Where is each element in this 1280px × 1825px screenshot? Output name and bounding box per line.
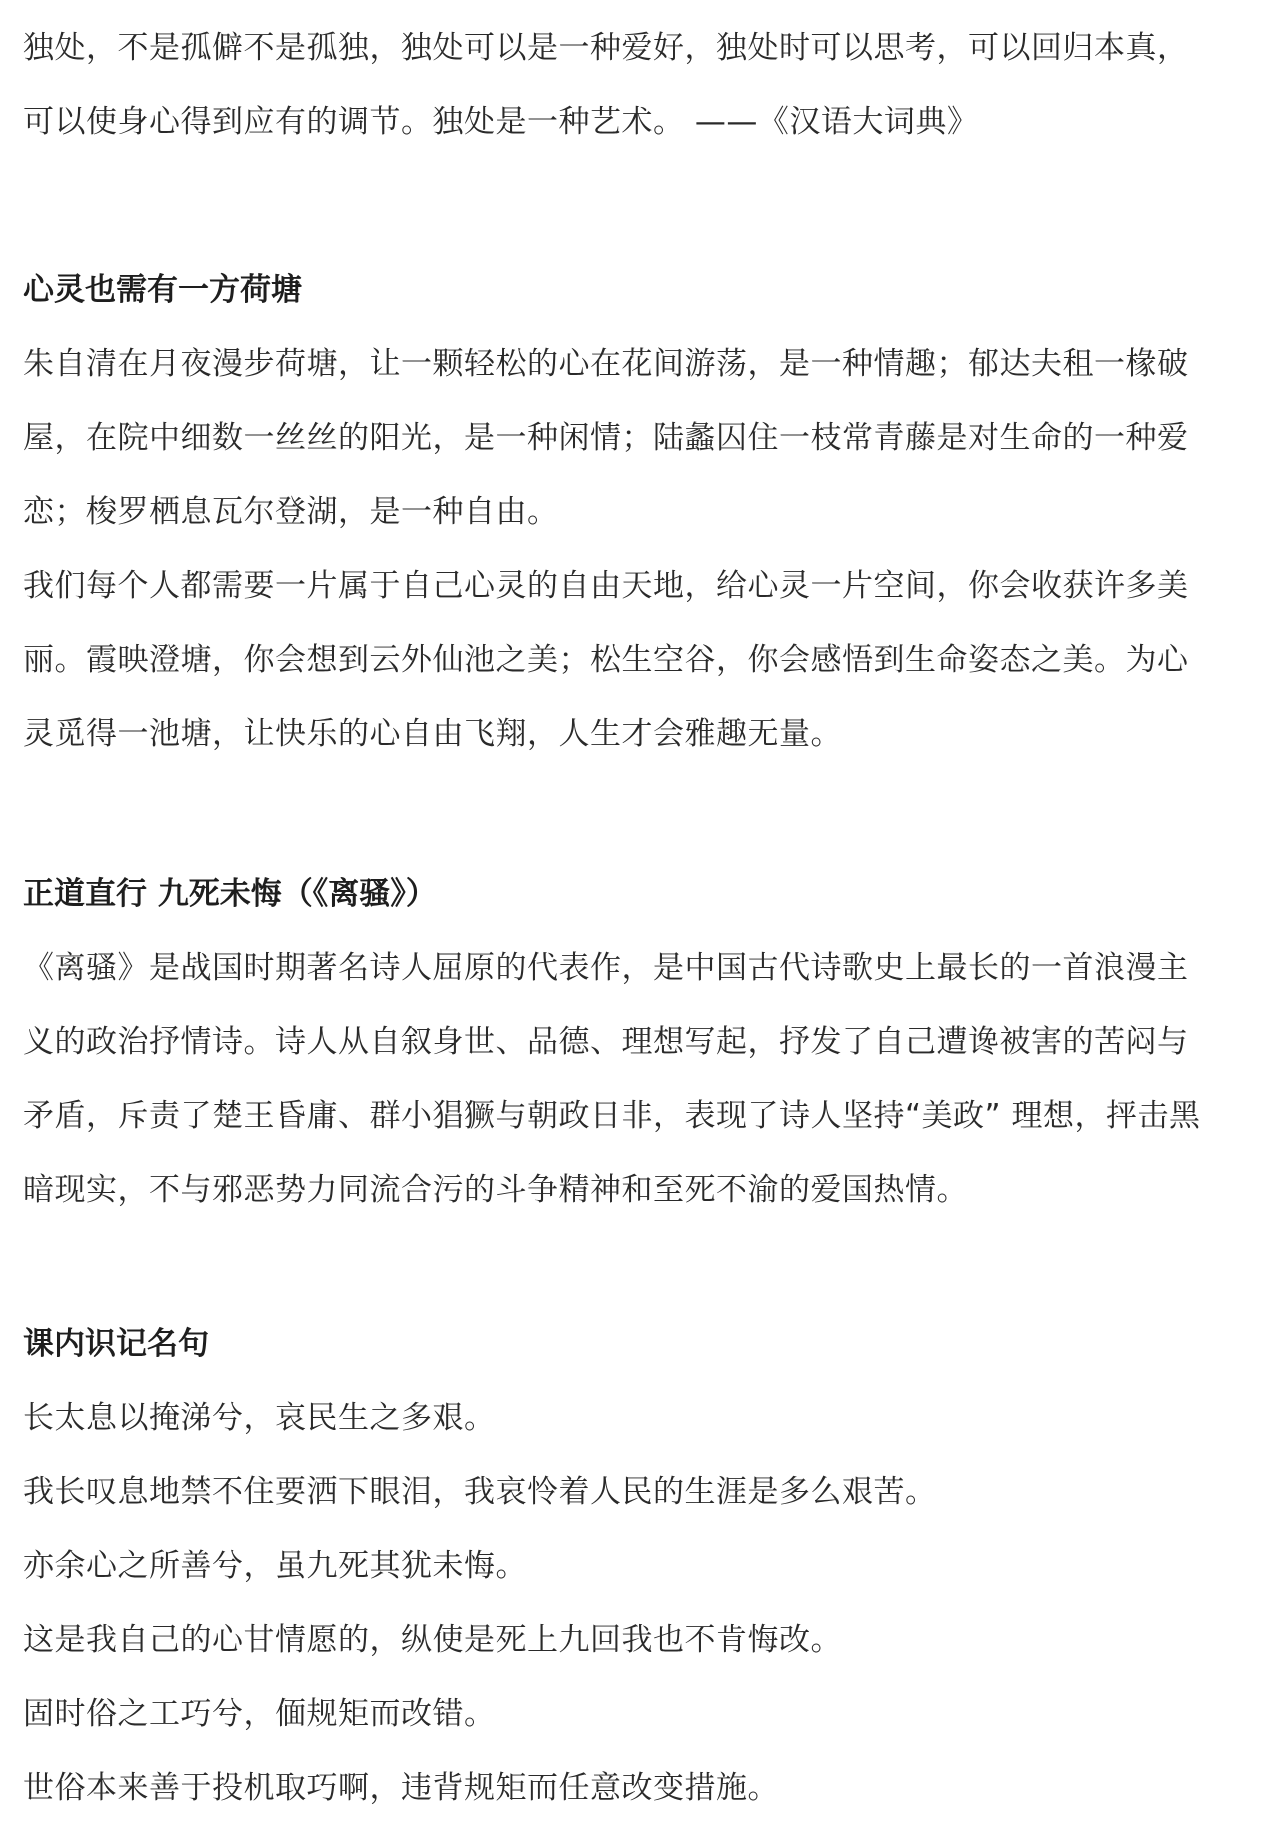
paragraph-line: 恋；梭罗栖息瓦尔登湖，是一种自由。 (23, 494, 559, 530)
intro-line: 可以使身心得到应有的调节。独处是一种艺术。 ——《汉语大词典》 (23, 104, 979, 140)
quote-line: 亦余心之所善兮，虽九死其犹未悔。 (23, 1548, 527, 1584)
paragraph-line: 丽。霞映澄塘，你会想到云外仙池之美；松生空谷，你会感悟到生命姿态之美。为心 (23, 642, 1189, 678)
section-lisao (23, 857, 1264, 1227)
intro-paragraph (23, 11, 1264, 159)
paragraph-line: 矛盾，斥责了楚王昏庸、群小猖獗与朝政日非，表现了诗人坚持“美政” 理想，抨击黑 (23, 1098, 1201, 1134)
section-gap (23, 1227, 1264, 1307)
top-spacer (23, 0, 1264, 11)
section-heading: 正道直行 九死未悔（《离骚》） (23, 876, 437, 912)
paragraph-line: 我们每个人都需要一片属于自己心灵的自由天地，给心灵一片空间，你会收获许多美 (23, 568, 1189, 604)
quote-line: 长太息以掩涕兮，哀民生之多艰。 (23, 1400, 496, 1436)
quote-line: 我长叹息地禁不住要洒下眼泪，我哀怜着人民的生涯是多么艰苦。 (23, 1474, 937, 1510)
quote-line: 固时俗之工巧兮，偭规矩而改错。 (23, 1696, 496, 1732)
intro-line: 独处，不是孤僻不是孤独，独处可以是一种爱好，独处时可以思考，可以回归本真， (23, 30, 1189, 66)
section-quotes (23, 1307, 1264, 1825)
paragraph-line: 暗现实，不与邪恶势力同流合污的斗争精神和至死不渝的爱国热情。 (23, 1172, 968, 1208)
section-lotus (23, 253, 1264, 771)
paragraph-line: 灵觅得一池塘，让快乐的心自由飞翔，人生才会雅趣无量。 (23, 716, 842, 752)
paragraph-line: 朱自清在月夜漫步荷塘，让一颗轻松的心在花间游荡，是一种情趣；郁达夫租一椽破 (23, 346, 1189, 382)
paragraph-line: 义的政治抒情诗。诗人从自叙身世、品德、理想写起，抒发了自己遭谗被害的苦闷与 (23, 1024, 1189, 1060)
section-gap (23, 159, 1264, 253)
paragraph-line: 《离骚》是战国时期著名诗人屈原的代表作，是中国古代诗歌史上最长的一首浪漫主 (23, 950, 1189, 986)
section-heading: 心灵也需有一方荷塘 (23, 272, 302, 308)
section-heading: 课内识记名句 (23, 1326, 209, 1362)
quote-line: 这是我自己的心甘情愿的，纵使是死上九回我也不肯悔改。 (23, 1622, 842, 1658)
section-gap (23, 771, 1264, 857)
quote-line: 世俗本来善于投机取巧啊，违背规矩而任意改变措施。 (23, 1770, 779, 1806)
paragraph-line: 屋，在院中细数一丝丝的阳光，是一种闲情；陆蠡囚住一枝常青藤是对生命的一种爱 (23, 420, 1189, 456)
